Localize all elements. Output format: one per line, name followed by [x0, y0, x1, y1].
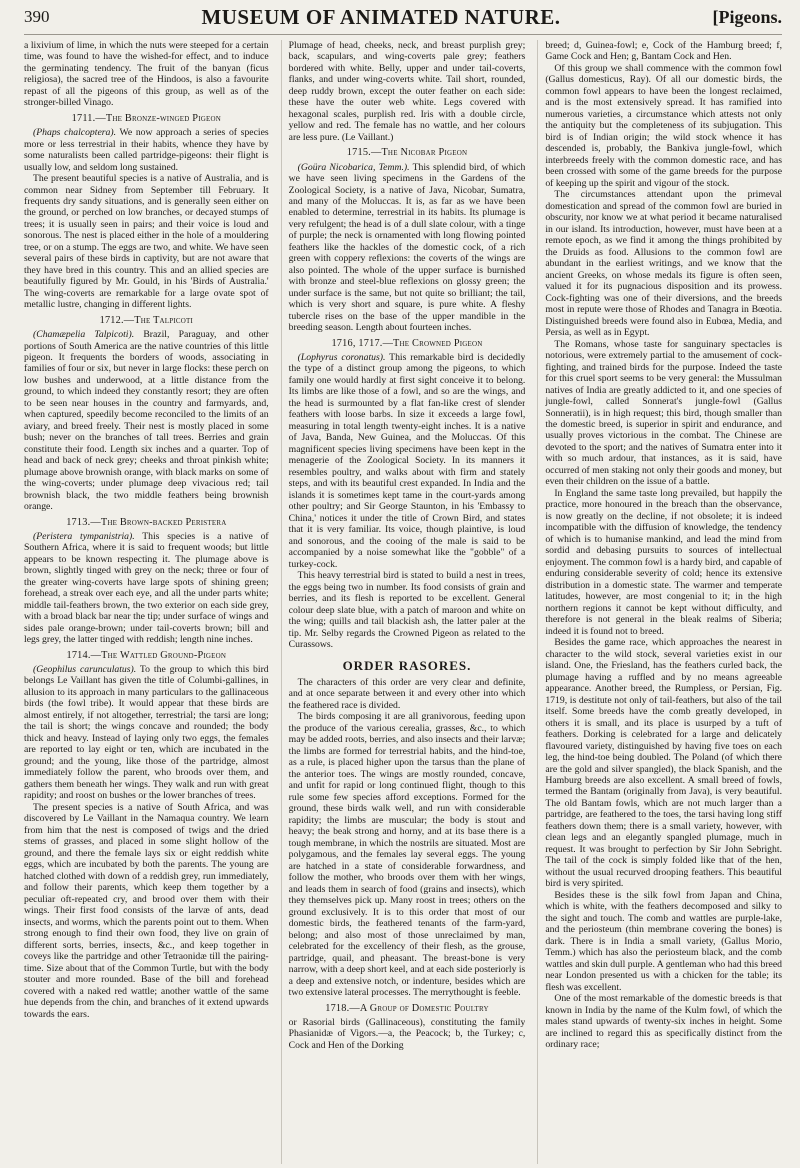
paragraph: a lixivium of lime, in which the nuts were steeped for a certain time, was found to have the wished-for effect, and to induce the germinating tendency. The fruit of the banyan (ficus religiosa), the sacred tree of the Hindoos, is also a favourite repast of all the pigeons of this group, as well as of the stronger-billed Vinago. [24, 40, 269, 109]
paragraph: The characters of this order are very clear and definite, and at once separate between it and every other into which the feathered race is divided. [288, 676, 526, 711]
paragraph: We now approach a series of species more or less terrestrial in their habits, whence they have by some naturalists been called partridge-pigeons: their flight is usually low, and seldom long sustained. [24, 127, 269, 173]
scientific-name: (Lophyrus coronatus). [297, 352, 386, 363]
paragraph: This splendid bird, of which we have seen living specimens in the Gardens of the Zoological Society, is a native of Java, Nicobar, Sumatra, and many of the Moluccas. It is, as far as we have been enabled to determine, terrestrial in its habits. Its plumage is very refulgent; the head is of a dull slate colour, with a tinge of purple; the neck is ornamented with long flowing pointed feathers like the hackles of the domestic cock, of a rich green with coppery reflexions: the coverts of the wings are also pointed. The whole of the upper surface is burnished with bronze and steel-blue reflexions on glossy green; the under surface is the same, but not quite so brilliant; the tail, which is very short and square, is pure white. A fleshy tubercle rises on the base of the upper mandible in the breeding season. Length about fourteen inches. [288, 161, 526, 334]
column-middle [281, 40, 526, 1164]
paragraph: In England the same taste long prevailed, but happily the practice, more honoured in the breach than the observance, is now greatly on the decline, if not obsolete; it is indeed incompatible with the diffusion of knowledge, the tendency of which is to humanise mankind, and lead the mind from sordid and debasing pursuits to sources of intellectual enjoyment. The common fowl is a hardy bird, and capable of enduring considerable severity of cold; hence its extensive distribution in a domestic state. The warmer and temperate latitudes, however, are most congenial to it; in the high northern regions it cannot be kept without difficulty, and therefore is not general in the bleak realms of Siberia; indeed it is found not to breed. [545, 487, 782, 637]
paragraph: The Romans, whose taste for sanguinary spectacles is notorious, were extremely partial to the amusement of cock-fighting, and trained birds for the purpose. Indeed the taste for this cruel sport seems to be very general: the Mussulman natives of India are greatly addicted to it, and one species of jungle-fowl, called Sonnerat's jungle-fowl (Gallus Sonneratii), is in high request; this bird, though smaller than the domestic breed, is superior in spirit and endurance, and usually proves victorious in the combat. The Chinese are devoted to the sport; and the natives of Sumatra enter into it with so much ardour, that instances, as it is said, have occurred of men staking not only their goods and money, but even their children on the issue of a battle. [545, 338, 782, 488]
scientific-name: (Phaps chalcoptera). [33, 127, 117, 139]
paragraph: To the group to which this bird belongs Le Vaillant has given the title of Columbi-gallines, in allusion to its approach in many particulars to the gallinaceous birds (the fowl tribe). It would appear that these birds are almost entirely, if not altogether, terrestrial; the tarsi are long; the tail is short; the wings concave and rounded; the body thick and heavy. Instead of laying only two eggs, the females are reported to lay eight or ten, which are incubated in the ground; and the young, like those of the partridge, almost immediately follow the parent, who broods over them, and gathers them beneath her wings. They walk and run with great rapidity; and roost on bushes or the lower branches of trees. [24, 664, 269, 802]
paragraph: Of this group we shall commence with the common fowl (Gallus domesticus, Ray). Of all our domestic birds, the common fowl appears to have been the longest reclaimed, and is the most extensively spread. It has ramified into numerous varieties, a circumstance which attests not only the antiquity but the completeness of its subjugation. This bird is of Indian origin; the wild stock whence it has descended is, probably, the Bankiva jungle-fowl, which interbreeds freely with the common domestic race, and has been crossed with some of the game breeds for the purpose of keeping up the spirit and vigour of the stock. [545, 62, 782, 189]
entry-heading-1716: 1716, 1717.—The Crowned Pigeon [331, 337, 483, 349]
page-number: 390 [24, 7, 50, 26]
paragraph: The birds composing it are all granivorous, feeding upon the produce of the various cerealia, grasses, &c., to which may be added roots, berries, and also insects and their larvæ; the limbs are formed for terrestrial habits, and the hind-toe, as a rule, is placed higher upon the tarsus than the plane of the anterior toes. The wings are mostly rounded, concave, and unfit for rapid or long continued flight, though to this rule some few species afford exceptions. Formed for the ground, these birds walk well, and run with considerable rapidity; the limbs are muscular; the body is stout and heavy; the beak strong and horny, and at its base there is a tough membrane, in which the nostrils are situated. Most are polygamous, and the females lay several eggs. The young are hatched in a state of considerable forwardness, and follow the mother, who broods over them with her wings, and leads them in search of food (grains and insects), which they themselves pick up. Many roost in trees; others on the ground exclusively. It is to this order that most of our domestic birds, the feathered tenants of the farm-yard, belong; and also most of those unreclaimed by man, celebrated for the excellency of their flesh, as the grouse, partridge, quail, and pheasant. The breast-bone is very narrow, with a deep short keel, and at each side posteriorly is a deep and extensive notch, or indenture, besides which are two extensive lateral processes. The merrythought is feeble. [288, 711, 526, 999]
paragraph: This species is a native of Southern Africa, where it is said to frequent woods; but little appears to be known respecting it. The plumage above is brown, slightly tinged with grey on the neck; three or four of the greater wing-coverts have large spots of shining green; forehead, a streak over each eye, and all the under parts white; middle tail-feathers brown, the two exterior on each side grey, with a broad black bar near the tip; under surface of wings and sides pale orange-brown; under tail-coverts brown; bill and legs grey, the latter tinged with reddish; length nine inches. [24, 530, 269, 646]
order-heading: ORDER RASORES. [342, 657, 472, 673]
scientific-name: (Geophilus carunculatus). [33, 664, 137, 675]
paragraph: The present species is a native of South Africa, and was discovered by Le Vaillant in the Namaqua country. We learn from him that the nest is composed of twigs and the dried stems of grasses, and placed in some slight hollow of the ground, and there the female lays six or eight reddish white eggs, which are incubated by both the parents. The young are hatched clothed with down of a reddish grey, run immediately, and follow their parents, which keep them together by a peculiar oft-repeated cry, and brood over them with their wings. Their first food consists of the larvæ of ants, dead insects, and worms, which the parents point out to them. When strong enough to find their own food, they live on grain of different sorts, berries, insects, &c., and keep together in coveys like the partridge and other Tetraonidæ till the pairing-time. Size about that of the Common Turtle, but with the body stouter and more rounded. Base of the bill and forehead covered with a naked red wattle; another wattle of the same hue depends from the chin, and branches of it extend upwards towards the ears. [24, 801, 269, 1020]
paragraph: One of the most remarkable of the domestic breeds is that known in India by the name of the Kulm fowl, of which the males stand upwards of twenty-six inches in height. Some are inclined to regard this as specifically distinct from the ordinary race; [545, 993, 782, 1051]
entry-heading-1714: 1714.—The Wattled Ground-Pigeon [66, 649, 227, 661]
paragraph: Besides the game race, which approaches the nearest in character to the wild stock, several varieties exist in our island. One, the Friesland, has the feathers curled back, the plumage having a ruffled and by no means agreeable appearance. Another breed, the Rumpless, or Persian, Fig. 1719, is destitute not only of tail-feathers, but also of the tail itself. Some breeds have the comb greatly developed, in others it is small, and its place is usurped by a tuft of feathers. Dorking is celebrated for a large and delicately flavoured variety, distinguished by having five toes on each leg, the hind-toe being doubled. The Poland (of which there are the gold and silver spangled), the black Spanish, and the Hamburg breeds are also excellent. A small breed of fowls, termed the Bantam (originally from Java), is very beautiful. The old Bantam fowls, which are not much larger than a partridge, are feathered to the toes, the tarsi having long stiff feathers down them; there is a small variety, however, with clean legs and an elegantly spangled plumage, much in request. It was brought to perfection by Sir John Sebright. The tail of the cock is simply folded like that of the hen, without the usual recurved drooping feathers. This beautiful bird is very spirited. [545, 637, 782, 890]
scientific-name: (Chamæpelia Talpicoti). [33, 329, 135, 341]
scientific-name: (Goüra Nicobarica, Temm.). [297, 161, 410, 173]
paragraph: Plumage of head, cheeks, neck, and breast purplish grey; back, scapulars, and wing-coverts pale grey; feathers bordered with white. Belly, upper and under tail-coverts, flanks, and under wing-coverts white. Tail short, rounded, deep ruddy brown, except the outer feather on each side: these have the outer web white. Legs covered with hexagonal scales, purplish red. Iris with a double circle, yellow and red. The female has no wattle, and her colours are less pure. (Le Vaillant.) [288, 40, 526, 143]
paragraph: This heavy terrestrial bird is stated to build a nest in trees, the eggs being two in number. Its food consists of grain and berries, and its flesh is reported to be excellent. General colour deep slate blue, with a patch of maroon and white on the wing; quills and tail blackish ash, the latter paler at the tip. Mr. Selby regards the Crowned Pigeon as related to the Curassows. [288, 570, 526, 651]
page-title: MUSEUM OF ANIMATED NATURE. [201, 4, 561, 29]
paragraph: The circumstances attendant upon the primeval domestication and spread of the common fowl are buried in obscurity, nor know we at what period it became naturalised in our island. Its introduction, however, must have been at a remote epoch, as we find it among the things prohibited by the Druids as food. Allusions to the common fowl are abundant in the earliest writings, and we know that the ancient Greeks, on whose medals its figure is often seen, valued it for its pugnacious disposition and its prowess. Cock-fighting was one of their diversions, and the breeds most in repute were those of Rhodes and Tanagra in Bœotia. Distinguished breeds were found also in Eubœa, Media, and Persia, as well as in Egypt. [545, 189, 782, 339]
scientific-name: (Peristera tympanistria). [33, 530, 135, 542]
section-label: [Pigeons. [712, 6, 782, 27]
entry-heading-1712: 1712.—The Talpicoti [99, 314, 194, 326]
running-head [24, 0, 782, 35]
paragraph: The present beautiful species is a native of Australia, and is common near Sidney from September till February. It frequents dry sandy situations, and is generally seen either on the ground, or perched on low branches, or decayed stumps of trees; it is usually seen in pairs; and their voice is loud and sonorous. The nest is placed either in the hole of a mouldering tree, or on a stump. The eggs are two, and white. We have seen several pairs of these birds in captivity, but are not aware that they have bred in this country. This and an allied species are beautifully figured by Mr. Gould, in his 'Birds of Australia.' The wing-coverts are remarkable for a large ovate spot of metallic lustre, changing in different lights. [24, 173, 269, 311]
paragraph: Brazil, Paraguay, and other portions of South America are the native countries of this little pigeon. It frequents the borders of woods, associating in families of four or six, but never in large flocks: these perch on low bushes and underwood, at a little distance from the ground, to which indeed they constantly resort; they are often to be seen near houses in the country and farmyards, and, when captured, speedily become reconciled to the limits of an aviary, and breed freely. Their nest is mostly placed in some bush; never on the branches of tall trees. Berries and grain constitute their food. Length six inches and a quarter. Top of head and back of neck grey; cheeks and throat pinkish white; plumage above brownish orange, with black marks on some of the wing-coverts; under plumage deep vivacious red; tail brownish black, the two middle feathers being brownish orange. [24, 329, 269, 513]
column-right [537, 40, 782, 1164]
column-left [24, 40, 269, 1164]
paragraph: Besides these is the silk fowl from Japan and China, which is white, with the feathers decomposed and silky to the sight and touch. The comb and wattles are purple-lake, and the periosteum (thin membrane covering the bones) is dark. There is in India a small variety, (Gallus Morio, Temm.) which has also the periosteum black, and the comb wattles and skin dull purple. A gentleman who had this breed near London presented us with a chicken for the table; its flesh was excellent. [545, 889, 782, 993]
paragraph: This remarkable bird is decidedly the type of a distinct group among the pigeons, to which family one would hardly at first sight conceive it to belong. Its limbs are like those of a fowl, and so are the wings, and the head is surmounted by a flat fan-like crest of slender feathers with loose barbs. In size it exceeds a large fowl, measuring in total length twenty-eight inches. It is a native of Java, Banda, New Guinea, and the Moluccas. Of this magnificent species living specimens have been kept in the menagerie of the Zoological Society. In its manners it resembles poultry, and walks about with firm and stately steps, and with its beautiful crest expanded. In India and the islands it is sometimes kept tame in the court-yards among other poultry; and Sir George Staunton, in his 'Embassy to China,' notices it under the title of Crown Bird, and states that it is very familiar. Its voice, though plaintive, is loud and sonorous, and the cooing of the male is said to be accompanied by a noise somewhat like the "gobble" of a turkey-cock. [288, 352, 526, 570]
text-columns [24, 40, 782, 1164]
entry-heading-1718: 1718.—A Group of Domestic Poultry [325, 1002, 489, 1014]
entry-heading-1713: 1713.—The Brown-backed Peristera [66, 516, 227, 528]
entry-heading-1715: 1715.—The Nicobar Pigeon [346, 147, 468, 159]
paragraph: breed; d, Guinea-fowl; e, Cock of the Hamburg breed; f, Game Cock and Hen; g, Bantam Cock and Hen. [545, 40, 782, 63]
entry-heading-1711: 1711.—The Bronze-winged Pigeon [71, 112, 221, 124]
paragraph: or Rasorial birds (Gallinaceous), constituting the family Phasianidæ of Vigors.—a, the Peacock; b, the Turkey; c, Cock and Hen of the Dorking [288, 1016, 526, 1051]
